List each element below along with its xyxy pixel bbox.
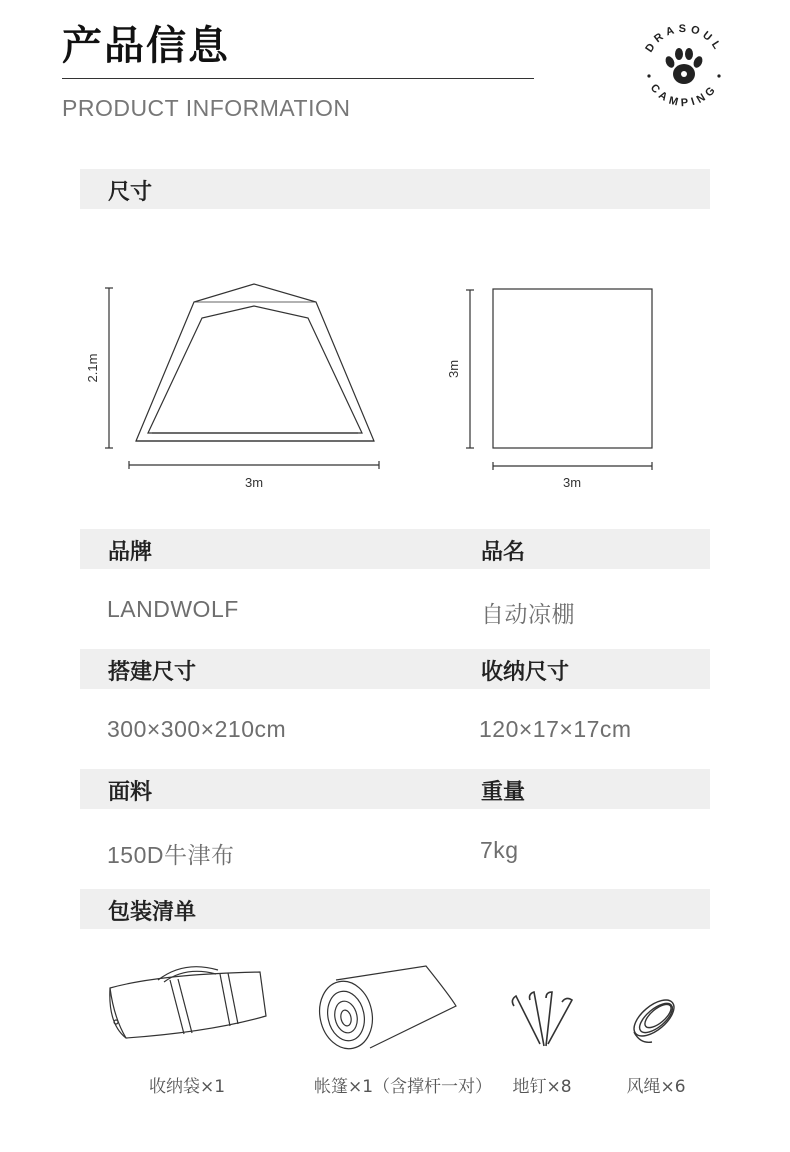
svg-text:CAMPING bbox=[648, 82, 721, 109]
brand-logo bbox=[632, 14, 736, 118]
spec-value-product-name: 自动凉棚 bbox=[481, 601, 575, 627]
top-width-label: 3m bbox=[562, 475, 582, 490]
package-item-label: 收纳袋×1 bbox=[148, 1077, 226, 1097]
package-item-label: 风绳×6 bbox=[626, 1077, 686, 1097]
spec-value-setup-size: 300×300×210cm bbox=[107, 716, 287, 742]
package-item-label: 地钉×8 bbox=[512, 1077, 572, 1097]
paw-icon bbox=[664, 48, 704, 84]
svg-text:DRASOUL bbox=[643, 23, 724, 55]
spec-value-brand: LANDWOLF bbox=[107, 596, 239, 622]
spec-header-row bbox=[80, 649, 710, 689]
front-width-label: 3m bbox=[244, 475, 264, 490]
spec-label-weight: 重量 bbox=[481, 780, 526, 805]
spec-label-fabric: 面料 bbox=[108, 780, 153, 805]
storage-bag-icon bbox=[110, 967, 266, 1038]
page-subtitle: PRODUCT INFORMATION bbox=[62, 95, 351, 121]
spec-header-row bbox=[80, 769, 710, 809]
ground-stakes-icon bbox=[512, 992, 572, 1046]
spec-value-weight: 7kg bbox=[480, 837, 519, 863]
logo-top-text: DRASOUL bbox=[643, 22, 725, 55]
section-package-label: 包装清单 bbox=[108, 900, 197, 925]
spec-label-product-name: 品名 bbox=[481, 540, 526, 565]
tent-front-view bbox=[105, 284, 379, 469]
spec-label-setup-size: 搭建尺寸 bbox=[108, 660, 197, 685]
rolled-tent-icon bbox=[313, 966, 456, 1054]
logo-bottom-text: CAMPING bbox=[647, 81, 721, 110]
section-size-header bbox=[80, 169, 710, 209]
spec-value-fabric: 150D牛津布 bbox=[107, 842, 235, 868]
package-illustrations bbox=[100, 960, 700, 1060]
rope-icon bbox=[628, 993, 680, 1042]
page-title: 产品信息 bbox=[62, 23, 230, 69]
spec-label-packed-size: 收纳尺寸 bbox=[481, 660, 570, 685]
tent-top-view bbox=[466, 289, 652, 470]
top-height-label: 3m bbox=[446, 359, 461, 379]
front-height-label: 2.1m bbox=[85, 353, 100, 383]
spec-value-packed-size: 120×17×17cm bbox=[479, 716, 632, 742]
title-divider bbox=[62, 78, 534, 79]
section-package-header bbox=[80, 889, 710, 929]
spec-label-brand: 品牌 bbox=[108, 540, 153, 565]
spec-header-row bbox=[80, 529, 710, 569]
package-item-label: 帐篷×1（含撑杆一对） bbox=[313, 1077, 493, 1097]
size-diagram bbox=[80, 270, 710, 500]
section-size-label: 尺寸 bbox=[108, 180, 153, 205]
